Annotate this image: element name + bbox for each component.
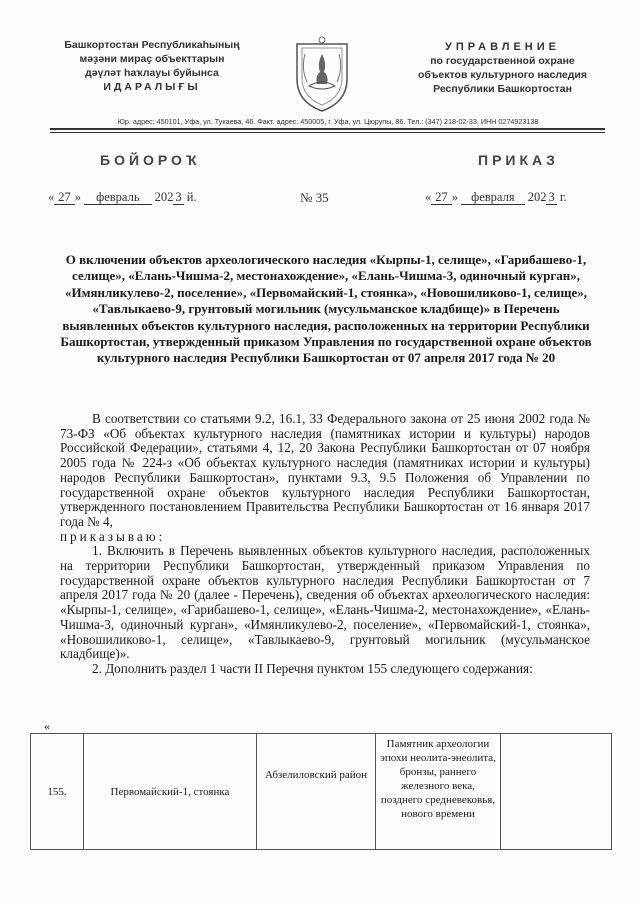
date-year-prefix: 202 <box>154 190 174 204</box>
quote-close: » <box>74 190 81 204</box>
date-suffix: й. <box>186 190 197 204</box>
date-day: 27 <box>54 190 75 205</box>
org-ba-line: ИДАРАЛЫҒЫ <box>103 81 201 93</box>
cell-description: Памятник археологии эпохи неолита-энеолита, бронзы, раннего железного века, позднего средневековья, нового времени <box>376 734 501 850</box>
cell-extra <box>501 734 612 850</box>
cell-number: 155. <box>31 734 84 850</box>
org-ru-line: УПРАВЛЕНИЕ <box>445 41 560 53</box>
body-paragraph-1: В соответствии со статьями 9.2, 16.1, 33 Федерального закона от 25 июня 2002 года № 73-ФЗ «Об объектах культурного наследия (памятниках истории и культуры) народов Российской Федерации», статьями 4, 12, 20 Закона Республики Башкортостан от 07 ноября 2005 года № 224-з «Об объектах культурного наследия (памятниках истории и культуры) народов Республики Башкортостан», пунктами 9.3, 9.5 Положения об Управлении по государственной охране объектов культурного наследия Республики Башкортостан, утвержденного постановлением Правительства Республики Башкортостан от 16 января 2017 года № 4, <box>60 411 590 529</box>
date-month: февраль <box>84 190 151 205</box>
quote-open: « <box>425 190 432 204</box>
doc-type-russian: ПРИКАЗ <box>478 152 559 168</box>
document-title: О включении объектов археологического наследия «Кырпы-1, селище», «Гарибашево-1, селище», «Елань-Чишма-2, местонахождение», «Елань-Чишма-3, одиночный курган», «Имянликулево-2, поселение», «Первомайский-1, стоянка», «Новошиликово-1, селище», «Тавлыкаево-9, грунтовый могильник (мусульманское кладбище)» в Перечень выявленных объектов культурного наследия, расположенных на территории Республики Башкортостан, утвержденный приказом Управления по государственной охране объектов культурного наследия Республики Башкортостан от 07 апреля 2017 года № 20 <box>60 252 592 366</box>
doc-type-bashkir: БОЙОРОҠ <box>100 152 201 168</box>
date-russian <box>425 190 567 205</box>
table-row <box>31 734 612 850</box>
body-paragraph-3: 2. Дополнить раздел 1 части II Перечня пунктом 155 следующего содержания: <box>92 660 533 676</box>
document-body <box>60 412 590 677</box>
date-suffix: г. <box>559 190 567 204</box>
cell-name: Первомайский-1, стоянка <box>84 734 257 850</box>
org-ba-line: мәҙәни мираҫ объекттарын <box>79 53 225 65</box>
order-word: приказываю: <box>60 528 166 544</box>
org-name-bashkir <box>52 38 252 94</box>
date-bashkir <box>48 190 197 205</box>
header-divider <box>50 128 605 130</box>
coat-of-arms-emblem <box>287 34 357 114</box>
quote-close: » <box>451 190 458 204</box>
org-name-russian <box>395 40 610 96</box>
objects-table <box>30 733 612 850</box>
quote-mark: « <box>44 719 50 733</box>
date-day: 27 <box>431 190 452 205</box>
org-ru-line: Республики Башкортостан <box>433 83 572 95</box>
date-year-prefix: 202 <box>527 190 547 204</box>
date-year-digit: 3 <box>175 190 182 204</box>
org-ru-line: объектов культурного наследия <box>418 69 587 81</box>
header-divider-thin <box>50 132 605 133</box>
org-ba-line: дәүләт һаҡлауы буйынса <box>85 67 219 79</box>
body-paragraph-2: 1. Включить в Перечень выявленных объектов культурного наследия, расположенных на территории Республики Башкортостан, утвержденный приказом Управления по государственной охране объектов культурного наследия Республики Башкортостан от 7 апреля 2017 года № 20 (далее - Перечень), сведения об объектах археологического наследия: «Кырпы-1, селище», «Гарибашево-1, селище», «Елань-Чишма-2, местонахождение», «Елань-Чишма-3, одиночный курган», «Имянликулево-2, поселение», «Первомайский-1, стоянка», «Новошиликово-1, селище», «Тавлыкаево-9, грунтовый могильник (мусульманское кладбище)». <box>60 543 590 662</box>
order-number: № 35 <box>300 190 329 205</box>
quote-open: « <box>48 190 55 204</box>
address-line: Юр. адрес: 450101, Уфа, ул. Тукаева, 46. Факт. адрес: 450005, г. Уфа, ул. Цюрупы, 86. Тел.: (347) 218-02-33. ИНН 0274923138 <box>117 117 539 126</box>
date-year-digit: 3 <box>548 190 555 204</box>
date-month: февраля <box>461 190 524 205</box>
cell-district: Абзелиловский район <box>257 734 376 850</box>
org-ru-line: по государственной охране <box>430 55 575 67</box>
org-ba-line: Башкортостан Республикаһының <box>64 39 240 51</box>
